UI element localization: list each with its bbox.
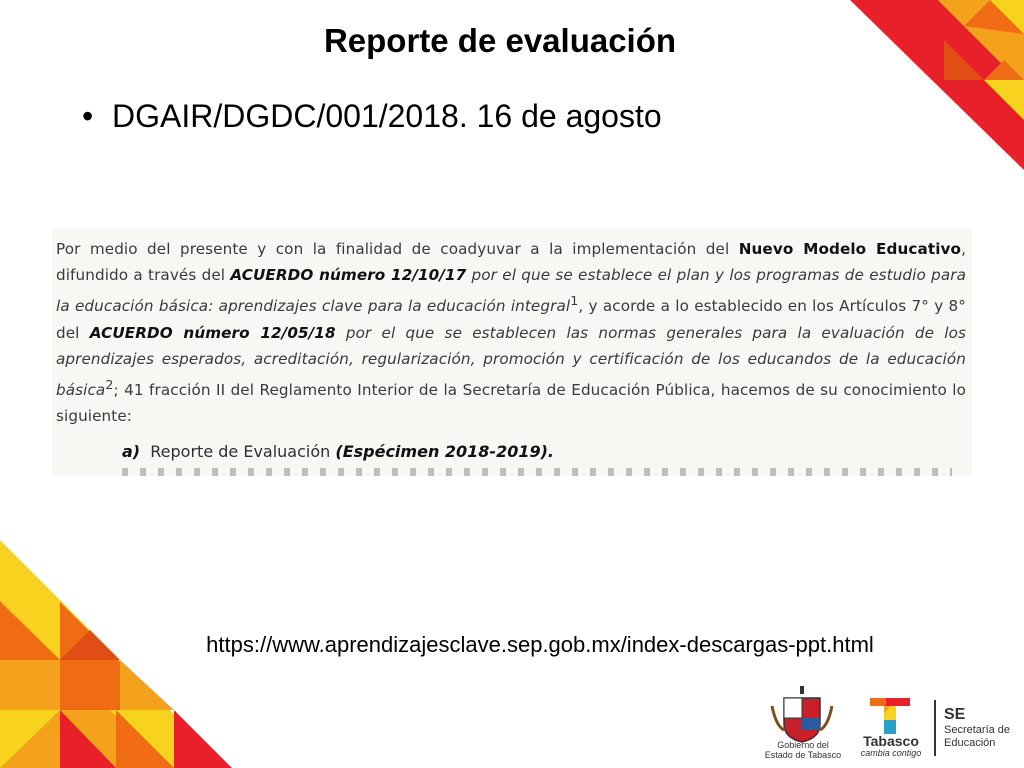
gobierno-label-line2: Estado de Tabasco	[764, 750, 842, 760]
paragraph-text: , y acorde a lo establecido en los Artículos 7° y 8° del	[56, 297, 966, 342]
list-item-text: Reporte de Evaluación	[150, 442, 336, 461]
tabasco-t-logo-icon	[866, 694, 914, 738]
logo-divider	[934, 700, 936, 756]
emphasis-nuevo-modelo: Nuevo Modelo Educativo	[738, 240, 962, 258]
se-label-line2: Educación	[944, 737, 996, 749]
footnote-ref-1: 1	[570, 293, 579, 309]
paragraph-text-italic: por el que se establece el plan y los programas de estudio para la educación básica: aprendizajes clave para la educación integral	[56, 266, 967, 316]
tabasco-tagline: cambia contigo	[860, 748, 922, 758]
document-paragraph	[56, 236, 966, 430]
document-list-item	[122, 442, 554, 461]
emphasis-acuerdo-12-05-18: ACUERDO número 12/05/18	[89, 323, 336, 342]
paragraph-text-italic: por el que se establecen las normas generales para la evaluación de los aprendizajes esperados, acreditación, regularización, promoción y certificación de los educandos de la educación básica	[56, 323, 966, 400]
paragraph-text: , difundido a través del	[56, 240, 966, 285]
list-item-emphasis: (Espécimen 2018-2019).	[335, 442, 554, 461]
paragraph-text: Por medio del presente y con la finalidad de coadyuvar a la implementación del	[56, 240, 739, 258]
se-acronym: SE	[944, 706, 966, 723]
gobierno-label-line1: Gobierno del	[777, 740, 829, 750]
gobierno-label	[760, 740, 846, 760]
tabasco-label	[856, 734, 926, 758]
list-marker: a)	[122, 442, 141, 461]
source-url: https://www.aprendizajesclave.sep.gob.mx/index-descargas-ppt.html	[206, 632, 874, 657]
se-logo-block	[944, 706, 1010, 750]
paragraph-text: ; 41 fracción II del Reglamento Interior de la Secretaría de Educación Pública, hacemos de su conocimiento lo siguiente:	[56, 381, 966, 426]
subtitle-text: DGAIR/DGDC/001/2018. 16 de agosto	[112, 98, 662, 134]
bullet-dot: •	[82, 98, 94, 134]
footnote-ref-2: 2	[105, 377, 114, 393]
slide-title: Reporte de evaluación	[323, 22, 677, 59]
se-label-line1: Secretaría de	[944, 724, 1011, 736]
emphasis-acuerdo-12-10-17: ACUERDO número 12/10/17	[230, 266, 467, 285]
cropped-text-line	[122, 468, 952, 476]
tabasco-wordmark: Tabasco	[863, 733, 919, 749]
subtitle-bullet	[82, 98, 662, 135]
document-scan-image	[52, 228, 972, 476]
